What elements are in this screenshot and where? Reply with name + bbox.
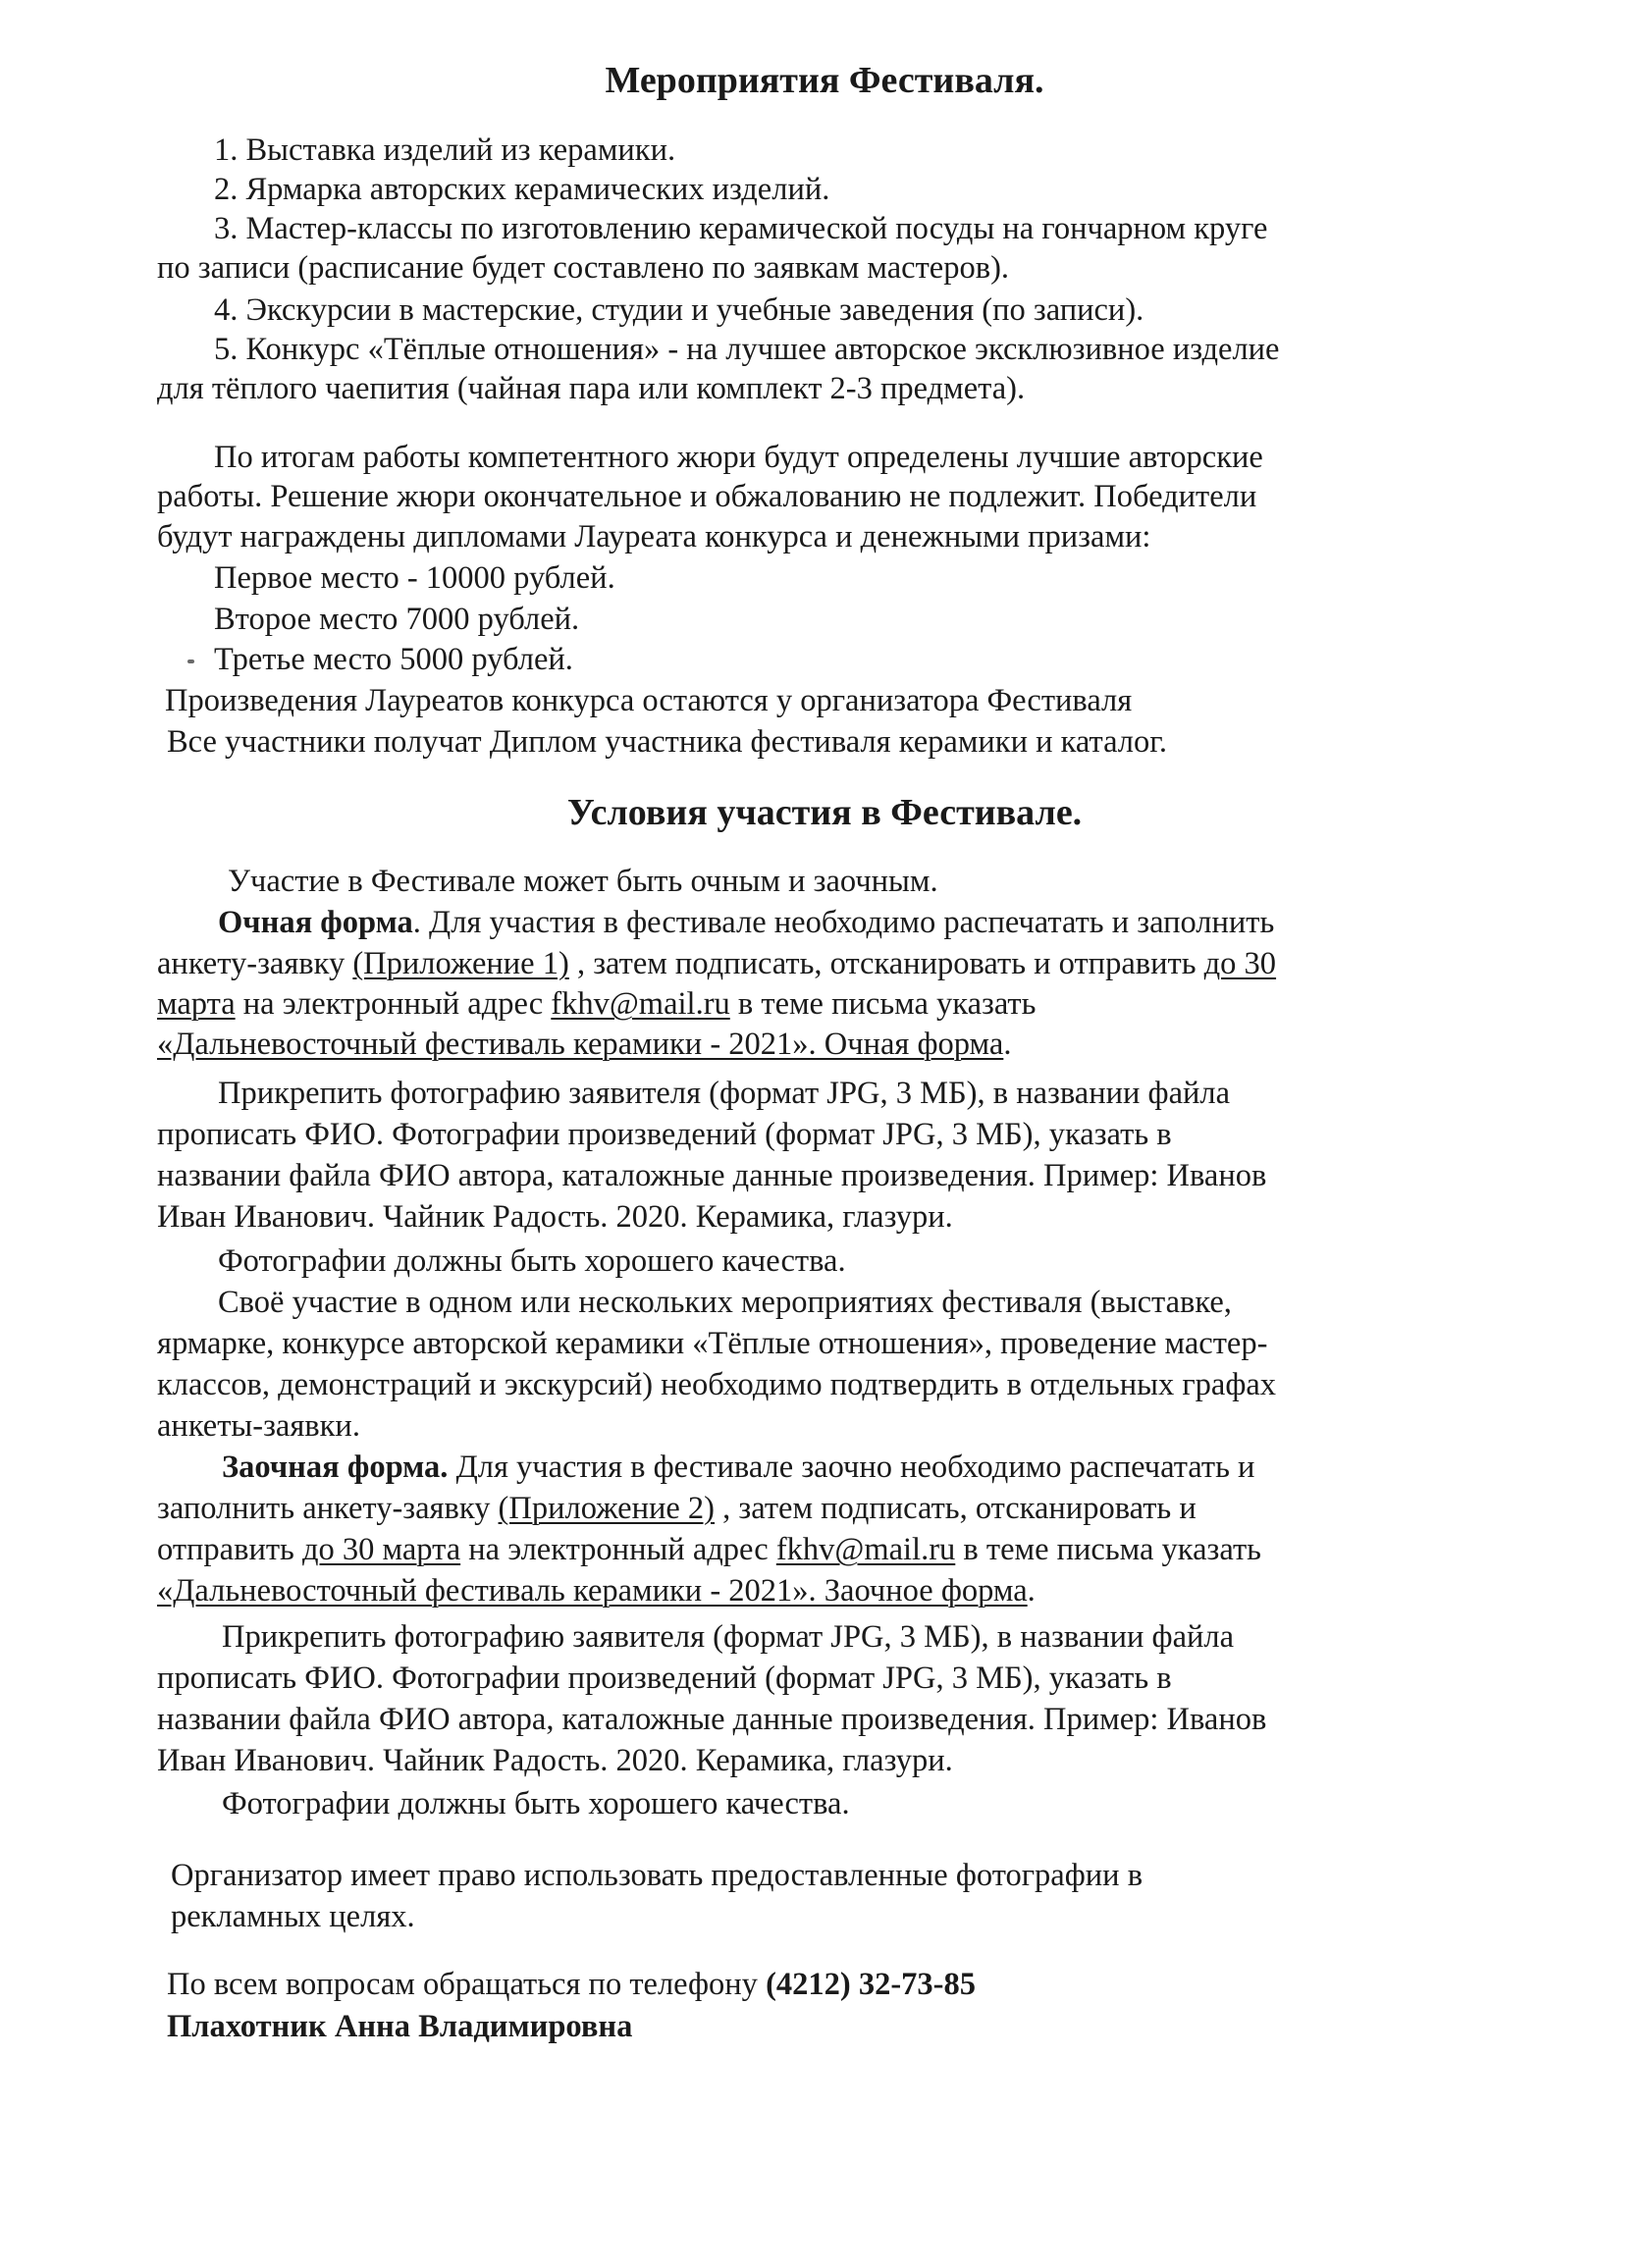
event-item-5: 5. Конкурс «Тёплые отношения» - на лучшее авторское эксклюзивное изделие <box>214 332 1280 367</box>
contact-line: По всем вопросам обращаться по телефону (4212) 32-73-85 <box>167 1967 976 2002</box>
confirm-line-2: ярмарке, конкурсе авторской керамики «Тёплые отношения», проведение мастер- <box>157 1326 1268 1361</box>
section-title-events: Мероприятия Фестиваля. <box>605 60 1044 101</box>
confirm-line-3: классов, демонстраций и экскурсий) необходимо подтвердить в отдельных графах <box>157 1367 1277 1402</box>
zaochnaya-subject: «Дальневосточный фестиваль керамики - 2021». Заочное форма <box>157 1573 1028 1609</box>
zaochnaya-label: Заочная форма. <box>222 1450 449 1485</box>
jury-line-1: По итогам работы компетентного жюри будут определены лучшие авторские <box>214 440 1263 475</box>
conditions-intro: Участие в Фестивале может быть очным и заочным. <box>228 864 938 899</box>
ochnaya-deadline-cont: марта <box>157 986 236 1022</box>
ochnaya-photos-2: прописать ФИО. Фотографии произведений (формат JPG, 3 МБ), указать в <box>157 1117 1172 1152</box>
confirm-line-4: анкеты-заявки. <box>157 1408 360 1444</box>
organizer-line-1: Организатор имеет право использовать предоставленные фотографии в <box>171 1858 1144 1893</box>
zaochnaya-photos-5: Фотографии должны быть хорошего качества. <box>222 1786 850 1821</box>
prize-first: Первое место - 10000 рублей. <box>214 560 615 596</box>
zaochnaya-photos-4: Иван Иванович. Чайник Радость. 2020. Керамика, глазури. <box>157 1743 953 1778</box>
laureates-note: Произведения Лауреатов конкурса остаются у организатора Фестиваля <box>165 683 1133 718</box>
ochnaya-subject: «Дальневосточный фестиваль керамики - 2021». Очная форма <box>157 1027 1004 1062</box>
organizer-line-2: рекламных целях. <box>171 1899 415 1934</box>
zaochnaya-photos-3: названии файла ФИО автора, каталожные данные произведения. Пример: Иванов <box>157 1702 1267 1737</box>
email-link-ochnaya[interactable]: fkhv@mail.ru <box>551 986 730 1022</box>
zaochnaya-line-4: «Дальневосточный фестиваль керамики - 2021». Заочное форма. <box>157 1573 1036 1609</box>
ochnaya-deadline: до 30 <box>1203 946 1277 981</box>
ochnaya-line-2: анкету-заявку (Приложение 1) , затем подписать, отсканировать и отправить до 30 <box>157 946 1277 981</box>
contact-person: Плахотник Анна Владимировна <box>167 2009 633 2044</box>
event-item-5-cont: для тёплого чаепития (чайная пара или комплект 2-3 предмета). <box>157 371 1026 406</box>
jury-line-3: будут награждены дипломами Лауреата конкурса и денежными призами: <box>157 519 1151 554</box>
appendix-2-link[interactable]: (Приложение 2) <box>498 1491 716 1526</box>
prize-third: Третье место 5000 рублей. <box>214 642 573 677</box>
email-link-zaochnaya[interactable]: fkhv@mail.ru <box>775 1532 956 1567</box>
ochnaya-line-4: «Дальневосточный фестиваль керамики - 2021». Очная форма. <box>157 1027 1012 1062</box>
scan-speck <box>187 659 194 663</box>
zaochnaya-photos-2: прописать ФИО. Фотографии произведений (формат JPG, 3 МБ), указать в <box>157 1661 1172 1696</box>
ochnaya-photos-4: Иван Иванович. Чайник Радость. 2020. Керамика, глазури. <box>157 1199 953 1235</box>
appendix-1-link[interactable]: (Приложение 1) <box>352 946 569 981</box>
event-item-4: 4. Экскурсии в мастерские, студии и учебные заведения (по записи). <box>214 292 1144 328</box>
zaochnaya-line-2: заполнить анкету-заявку (Приложение 2) , затем подписать, отсканировать и <box>157 1491 1197 1526</box>
zaochnaya-deadline: до 30 марта <box>301 1532 461 1567</box>
ochnaya-photos-3: названии файла ФИО автора, каталожные данные произведения. Пример: Иванов <box>157 1158 1267 1193</box>
zaochnaya-line-3: отправить до 30 марта на электронный адрес fkhv@mail.ru в теме письма указать <box>157 1532 1261 1567</box>
prize-second: Второе место 7000 рублей. <box>214 602 580 637</box>
ochnaya-photos-1: Прикрепить фотографию заявителя (формат JPG, 3 МБ), в названии файла <box>218 1076 1231 1111</box>
ochnaya-photos-5: Фотографии должны быть хорошего качества. <box>218 1243 846 1279</box>
zaochnaya-photos-1: Прикрепить фотографию заявителя (формат JPG, 3 МБ), в названии файла <box>222 1619 1235 1655</box>
event-item-3-cont: по записи (расписание будет составлено по заявкам мастеров). <box>157 250 1010 286</box>
event-item-3: 3. Мастер-классы по изготовлению керамической посуды на гончарном круге <box>214 211 1268 246</box>
jury-line-2: работы. Решение жюри окончательное и обжалованию не подлежит. Победители <box>157 479 1257 514</box>
event-item-2: 2. Ярмарка авторских керамических изделий. <box>214 172 830 207</box>
event-item-1: 1. Выставка изделий из керамики. <box>214 132 676 168</box>
zaochnaya-line-1: Заочная форма. Для участия в фестивале заочно необходимо распечатать и <box>222 1450 1255 1485</box>
section-title-conditions: Условия участия в Фестивале. <box>566 792 1083 833</box>
contact-phone: (4212) 32-73-85 <box>766 1967 976 2002</box>
ochnaya-line-1: Очная форма. Для участия в фестивале необходимо распечатать и заполнить <box>218 905 1275 940</box>
confirm-line-1: Своё участие в одном или нескольких мероприятиях фестиваля (выставке, <box>218 1285 1232 1320</box>
ochnaya-label: Очная форма <box>218 905 413 940</box>
ochnaya-line-3: марта на электронный адрес fkhv@mail.ru в теме письма указать <box>157 986 1037 1022</box>
participants-note: Все участники получат Диплом участника фестиваля керамики и каталог. <box>167 724 1168 760</box>
